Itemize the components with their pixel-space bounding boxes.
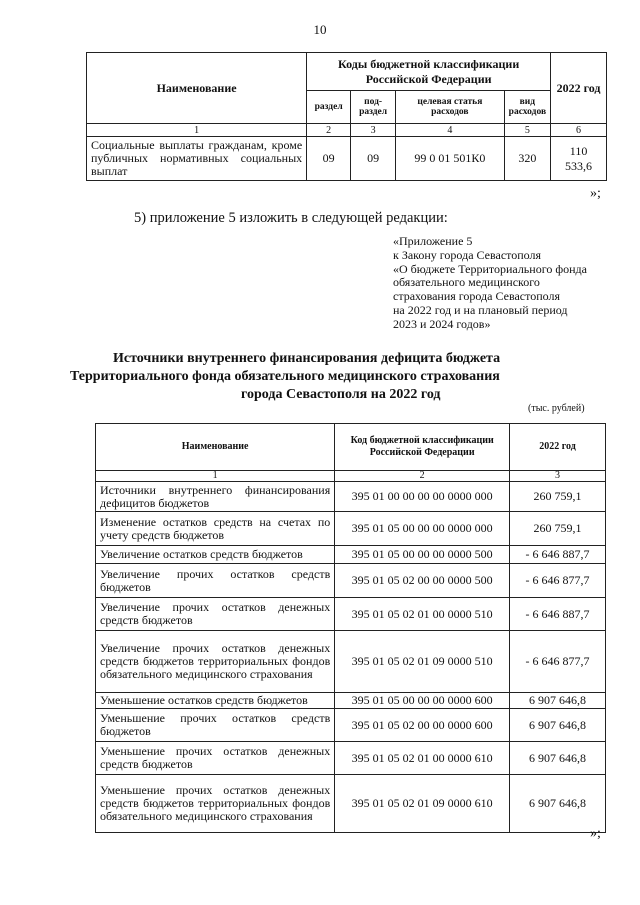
appendix-line: на 2022 год и на плановый период <box>393 302 568 317</box>
col-num: 6 <box>551 124 607 137</box>
row-amount: - 6 646 877,7 <box>510 564 606 598</box>
row-amount: 6 907 646,8 <box>510 693 606 709</box>
appendix-line: 2023 и 2024 годов» <box>393 316 491 331</box>
row-code: 395 01 05 02 01 09 0000 510 <box>335 631 510 693</box>
table-row <box>96 546 606 564</box>
table-row <box>96 742 606 775</box>
col-num: 1 <box>87 124 307 137</box>
col-num: 5 <box>504 124 550 137</box>
table-row <box>96 631 606 693</box>
row-code: 395 01 05 02 01 09 0000 610 <box>335 775 510 833</box>
row-name: Уменьшение остатков средств бюджетов <box>96 693 335 709</box>
title-line: города Севастополя на 2022 год <box>241 387 441 402</box>
header-target-item: целевая статья расходов <box>396 91 505 124</box>
appendix-line: «Приложение 5 <box>393 234 473 248</box>
page-title <box>48 350 640 404</box>
units-label: (тыс. рублей) <box>528 403 585 414</box>
quote-close: »; <box>590 826 601 841</box>
appendix-line: обязательного медицинского <box>393 275 540 290</box>
table-row <box>96 564 606 598</box>
col-num: 2 <box>307 124 351 137</box>
row-name: Увеличение прочих остатков денежных средств бюджетов территориальных фондов обязательного медицинского страхования <box>96 631 335 693</box>
table-row <box>87 137 607 181</box>
row-name: Уменьшение прочих остатков средств бюджетов <box>96 709 335 742</box>
row-name: Изменение остатков средств на счетах по учету средств бюджетов <box>96 512 335 546</box>
table-row <box>96 709 606 742</box>
row-amount: - 6 646 877,7 <box>510 631 606 693</box>
row-name: Увеличение прочих остатков средств бюджетов <box>96 564 335 598</box>
row-code: 395 01 05 02 01 00 0000 510 <box>335 598 510 631</box>
expenses-table <box>86 52 607 181</box>
page-number: 10 <box>313 22 327 37</box>
row-amount: - 6 646 887,7 <box>510 598 606 631</box>
row-amount: 6 907 646,8 <box>510 742 606 775</box>
financing-sources-table <box>95 423 606 833</box>
row-section: 09 <box>307 137 351 181</box>
header-year: 2022 год <box>510 424 606 471</box>
row-code: 395 01 05 02 01 00 0000 610 <box>335 742 510 775</box>
header-name: Наименование <box>96 424 335 471</box>
col-num: 4 <box>396 124 505 137</box>
header-section: раздел <box>307 91 351 124</box>
header-expense-type: вид расходов <box>504 91 550 124</box>
col-num: 1 <box>96 471 335 482</box>
title-line: Территориального фонда обязательного медицинского страхования <box>70 369 500 384</box>
row-expense-type: 320 <box>504 137 550 181</box>
row-code: 395 01 05 00 00 00 0000 500 <box>335 546 510 564</box>
row-amount: 110 533,6 <box>551 137 607 181</box>
title-line: Источники внутреннего финансирования дефицита бюджета <box>113 351 501 366</box>
quote-close: »; <box>590 186 601 201</box>
row-code: 395 01 05 00 00 00 0000 600 <box>335 693 510 709</box>
appendix-line: «О бюджете Территориального фонда <box>393 261 587 276</box>
row-target-item: 99 0 01 501К0 <box>396 137 505 181</box>
table-row <box>96 482 606 512</box>
header-subsection: под-раздел <box>351 91 396 124</box>
row-amount: 260 759,1 <box>510 512 606 546</box>
row-code: 395 01 05 02 00 00 0000 600 <box>335 709 510 742</box>
row-amount: 6 907 646,8 <box>510 709 606 742</box>
row-amount: 260 759,1 <box>510 482 606 512</box>
col-num: 3 <box>510 471 606 482</box>
header-year: 2022 год <box>551 53 607 124</box>
row-amount: 6 907 646,8 <box>510 775 606 833</box>
row-name: Социальные выплаты гражданам, кроме публичных нормативных социальных выплат <box>87 137 307 181</box>
table-row <box>96 693 606 709</box>
row-code: 395 01 00 00 00 00 0000 000 <box>335 482 510 512</box>
appendix-line: страхования города Севастополя <box>393 289 560 304</box>
header-codes: Коды бюджетной классификации Российской Федерации <box>307 53 551 91</box>
row-name: Уменьшение прочих остатков денежных средств бюджетов территориальных фондов обязательного медицинского страхования <box>96 775 335 833</box>
col-num: 2 <box>335 471 510 482</box>
table-row <box>96 598 606 631</box>
table-row <box>96 775 606 833</box>
appendix-heading <box>393 235 587 332</box>
table-row <box>96 512 606 546</box>
row-subsection: 09 <box>351 137 396 181</box>
row-amount: - 6 646 887,7 <box>510 546 606 564</box>
row-code: 395 01 05 00 00 00 0000 000 <box>335 512 510 546</box>
column-numbers-row <box>96 471 606 482</box>
header-name: Наименование <box>87 53 307 124</box>
row-name: Источники внутреннего финансирования дефицитов бюджетов <box>96 482 335 512</box>
col-num: 3 <box>351 124 396 137</box>
row-name: Увеличение остатков средств бюджетов <box>96 546 335 564</box>
header-code: Код бюджетной классификации Российской Федерации <box>335 424 510 471</box>
row-code: 395 01 05 02 00 00 0000 500 <box>335 564 510 598</box>
appendix-line: к Закону города Севастополя <box>393 247 542 262</box>
row-name: Уменьшение прочих остатков денежных средств бюджетов <box>96 742 335 775</box>
row-name: Увеличение прочих остатков денежных средств бюджетов <box>96 598 335 631</box>
paragraph: 5) приложение 5 изложить в следующей редакции: <box>134 210 448 226</box>
column-numbers-row <box>87 124 607 137</box>
